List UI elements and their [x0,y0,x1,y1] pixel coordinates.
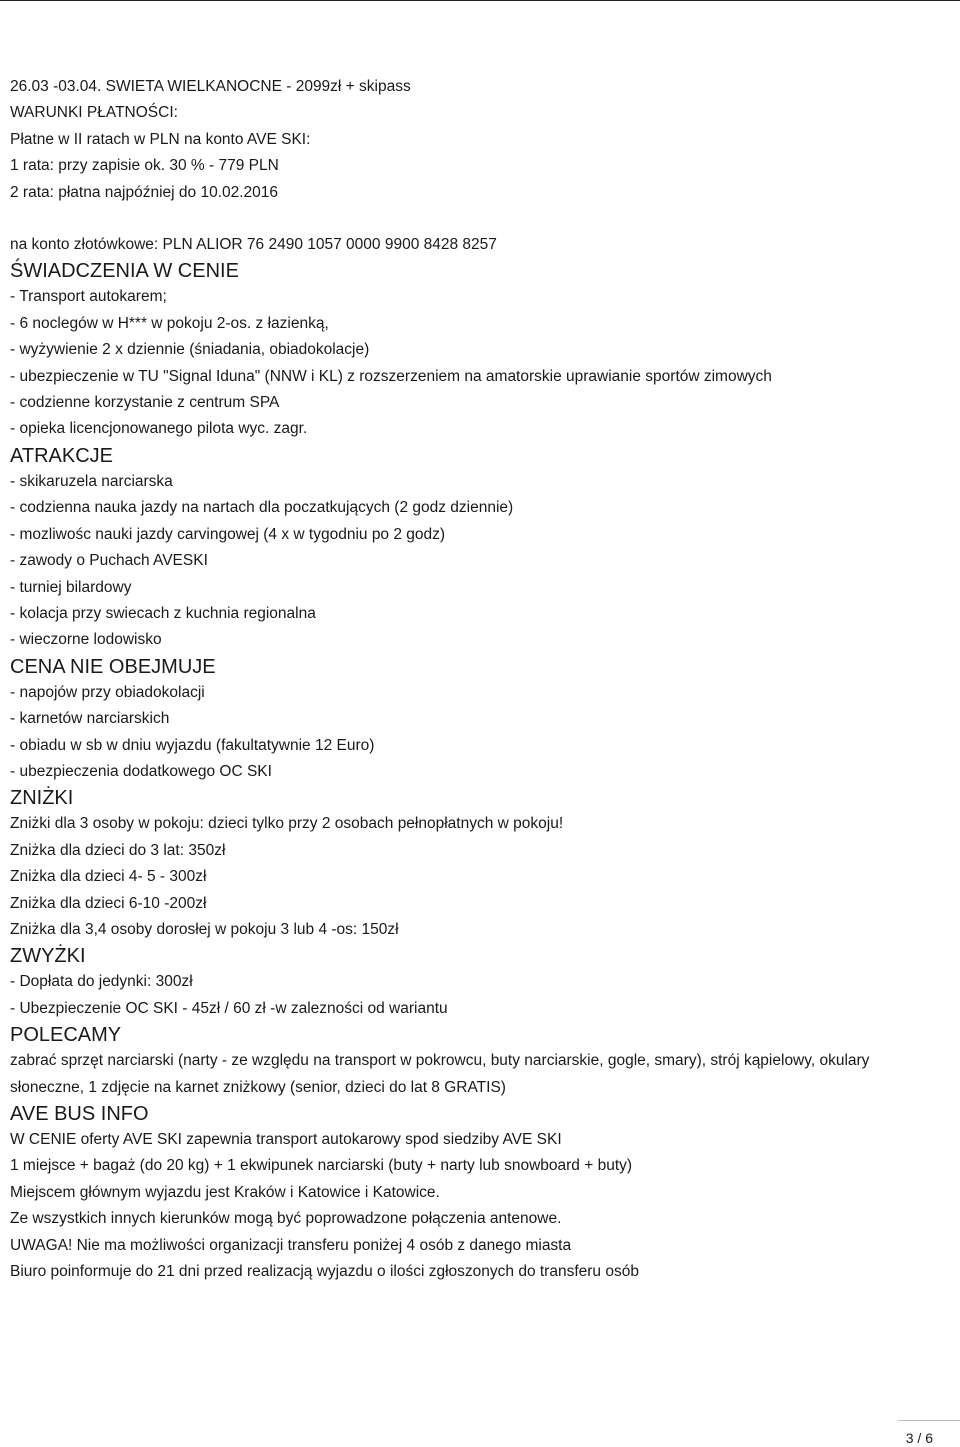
section-heading-znizki: ZNIŻKI [10,787,74,810]
list-item: - turniej bilardowy [10,578,132,596]
list-item: Biuro poinformuje do 21 dni przed realizacją wyjazdu o ilości zgłoszonych do transferu osób [10,1263,639,1281]
page-number: 3 / 6 [905,1430,933,1446]
list-item: - ubezpieczenia dodatkowego OC SKI [10,762,272,780]
list-item: - skikaruzela narciarska [10,472,173,490]
list-item: - ubezpieczenie w TU "Signal Iduna" (NNW i KL) z rozszerzeniem na amatorskie uprawianie sportów zimowych [10,367,772,385]
list-item: - obiadu w sb w dniu wyjazdu (fakultatywnie 12 Euro) [10,736,375,754]
list-item: - opieka licencjonowanego pilota wyc. zagr. [10,420,308,438]
section-heading-zwyzki: ZWYŻKI [10,945,86,968]
list-item: - wyżywienie 2 x dziennie (śniadania, obiadokolacje) [10,341,370,359]
list-item: - napojów przy obiadokolacji [10,683,205,701]
list-item: - kolacja przy swiecach z kuchnia regionalna [10,604,316,622]
list-item: - codzienna nauka jazdy na nartach dla poczatkujących (2 godz dziennie) [10,499,514,517]
list-item: Zniżka dla dzieci do 3 lat: 350zł [10,841,226,859]
list-item: Zniżka dla 3,4 osoby dorosłej w pokoju 3 lub 4 -os: 150zł [10,920,399,938]
list-item: 1 miejsce + bagaż (do 20 kg) + 1 ekwipunek narciarski (buty + narty lub snowboard + buty) [10,1157,633,1175]
intro-line: 26.03 -03.04. SWIETA WIELKANOCNE - 2099zł + skipass [10,78,411,95]
list-item: Zniżki dla 3 osoby w pokoju: dzieci tylko przy 2 osobach pełnopłatnych w pokoju! [10,815,564,833]
list-item: Zniżka dla dzieci 6-10 -200zł [10,894,207,912]
list-item: - zawody o Puchach AVESKI [10,552,208,570]
document-content [10,74,940,1285]
intro-line: WARUNKI PŁATNOŚCI: [10,104,178,122]
intro-line: 2 rata: płatna najpóźniej do 10.02.2016 [10,183,279,201]
top-border [0,0,960,1]
paragraph: zabrać sprzęt narciarski (narty - ze względu na transport w pokrowcu, buty narciarskie, gogle, smary), strój kąpielowy, okulary słoneczne, 1 zdjęcie na karnet zniżkowy (senior, dzieci do lat 8 GRATIS) [10,1052,870,1096]
list-item: - karnetów narciarskich [10,710,170,728]
list-item: - Transport autokarem; [10,288,167,306]
section-heading-swiadczenia: ŚWIADCZENIA W CENIE [10,260,239,283]
list-item: Ze wszystkich innych kierunków mogą być poprowadzone połączenia antenowe. [10,1210,562,1228]
list-item: - 6 noclegów w H*** w pokoju 2-os. z łazienką, [10,314,329,332]
bank-account: na konto złotówkowe: PLN ALIOR 76 2490 1057 0000 9900 8428 8257 [10,236,497,254]
section-heading-polecamy: POLECAMY [10,1024,122,1047]
list-item: W CENIE oferty AVE SKI zapewnia transport autokarowy spod siedziby AVE SKI [10,1131,562,1148]
list-item: UWAGA! Nie ma możliwości organizacji transferu poniżej 4 osób z danego miasta [10,1236,572,1254]
list-item: - mozliwośc nauki jazdy carvingowej (4 x w tygodniu po 2 godz) [10,525,446,543]
intro-line: Płatne w II ratach w PLN na konto AVE SKI: [10,130,311,148]
list-item: - codzienne korzystanie z centrum SPA [10,394,280,412]
spacer [10,206,940,232]
list-item: - Ubezpieczenie OC SKI - 45zł / 60 zł -w zalezności od wariantu [10,999,448,1017]
section-heading-cena-nie-obejmuje: CENA NIE OBEJMUJE [10,655,216,678]
list-item: - wieczorne lodowisko [10,631,162,649]
list-item: Zniżka dla dzieci 4- 5 - 300zł [10,868,207,886]
section-heading-ave-bus-info: AVE BUS INFO [10,1103,149,1125]
list-item: Miejscem głównym wyjazdu jest Kraków i Katowice i Katowice. [10,1183,440,1201]
list-item: - Dopłata do jedynki: 300zł [10,973,193,991]
section-heading-atrakcje: ATRAKCJE [10,444,113,467]
footer-divider [898,1420,960,1421]
intro-line: 1 rata: przy zapisie ok. 30 % - 779 PLN [10,157,279,175]
